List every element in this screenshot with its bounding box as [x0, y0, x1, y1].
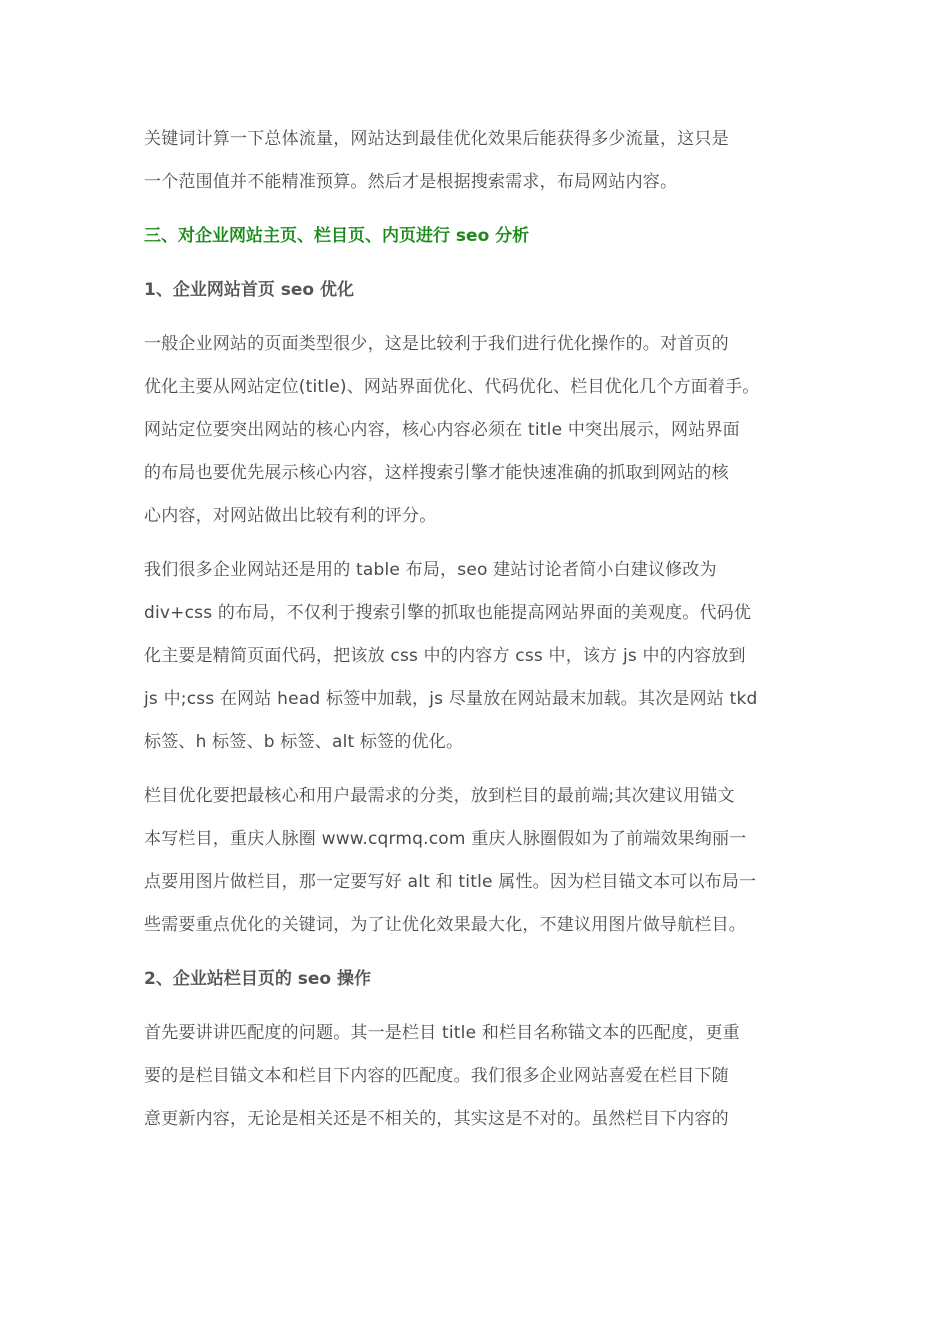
text-line: 心内容，对网站做出比较有利的评分。: [144, 506, 437, 526]
paragraph-layout-code: [144, 549, 824, 764]
paragraph-homepage-optimization: [144, 323, 824, 538]
text-line: 首先要讲讲匹配度的问题。其一是栏目 title 和栏目名称锚文本的匹配度，更重: [144, 1023, 740, 1043]
text-line: 本写栏目，重庆人脉圈 www.cqrmq.com 重庆人脉圈假如为了前端效果绚丽一: [144, 829, 747, 849]
text-line: 关键词计算一下总体流量，网站达到最佳优化效果后能获得多少流量，这只是: [144, 129, 729, 149]
text-line: 化主要是精简页面代码，把该放 css 中的内容方 css 中，该方 js 中的内容放到: [144, 646, 746, 666]
text-line: div+css 的布局，不仅利于搜索引擎的抓取也能提高网站界面的美观度。代码优: [144, 603, 752, 623]
text-line: 一个范围值并不能精准预算。然后才是根据搜索需求，布局网站内容。: [144, 172, 678, 192]
text-line: 要的是栏目锚文本和栏目下内容的匹配度。我们很多企业网站喜爱在栏目下随: [144, 1066, 729, 1086]
article-body: [144, 118, 824, 1152]
text-line: 栏目优化要把最核心和用户最需求的分类，放到栏目的最前端;其次建议用锚文: [144, 786, 735, 806]
section-heading-3: 三、对企业网站主页、栏目页、内页进行 seo 分析: [144, 226, 530, 246]
text-line: 网站定位要突出网站的核心内容，核心内容必须在 title 中突出展示，网站界面: [144, 420, 740, 440]
paragraph-matching-degree: [144, 1012, 824, 1141]
text-line: 意更新内容，无论是相关还是不相关的，其实这是不对的。虽然栏目下内容的: [144, 1109, 729, 1129]
text-line: 一般企业网站的页面类型很少，这是比较利于我们进行优化操作的。对首页的: [144, 334, 729, 354]
subheading-column-page-seo: 2、企业站栏目页的 seo 操作: [144, 969, 371, 989]
paragraph-column-optimization: [144, 775, 824, 947]
text-line: 优化主要从网站定位(title)、网站界面优化、代码优化、栏目优化几个方面着手。: [144, 377, 760, 397]
text-line: 点要用图片做栏目，那一定要写好 alt 和 title 属性。因为栏目锚文本可以布局一: [144, 872, 757, 892]
text-line: 些需要重点优化的关键词，为了让优化效果最大化，不建议用图片做导航栏目。: [144, 915, 746, 935]
text-line: 标签、h 标签、b 标签、alt 标签的优化。: [144, 732, 464, 752]
paragraph-traffic-estimate: [144, 118, 824, 204]
text-line: 的布局也要优先展示核心内容，这样搜索引擎才能快速准确的抓取到网站的核: [144, 463, 729, 483]
text-line: js 中;css 在网站 head 标签中加载，js 尽量放在网站最末加载。其次是网站 tkd: [144, 689, 758, 709]
subheading-homepage-seo: 1、企业网站首页 seo 优化: [144, 280, 354, 300]
text-line: 我们很多企业网站还是用的 table 布局，seo 建站讨论者简小白建议修改为: [144, 560, 717, 580]
